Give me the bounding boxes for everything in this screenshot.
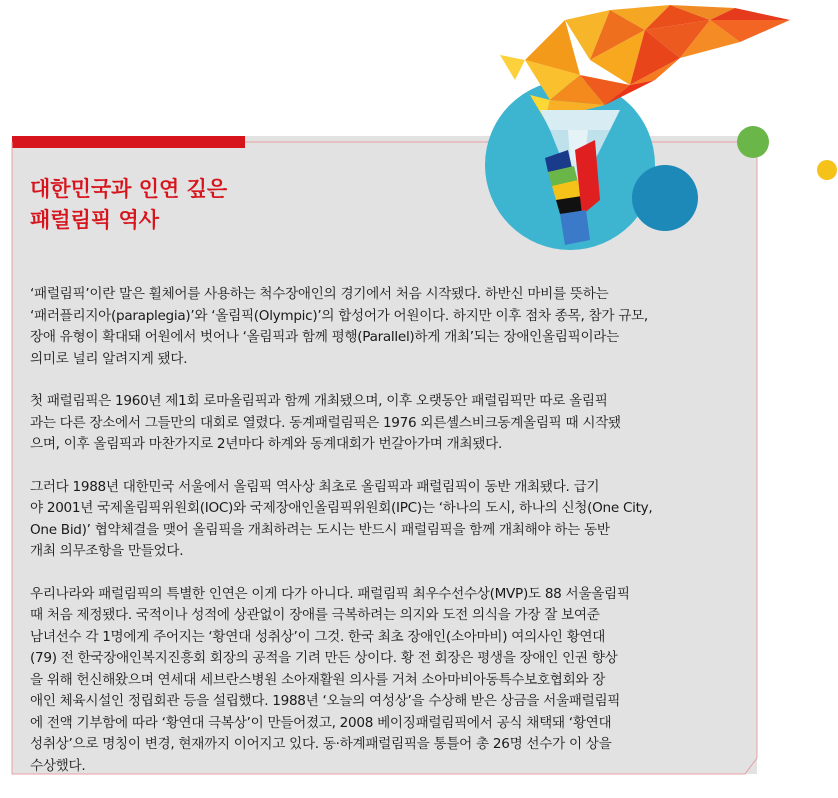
dark-blue-circle [632, 165, 698, 231]
text-line: (79) 전 한국장애인복지진흥회 회장의 공적을 기려 만든 상이다. 황 전 회장은 평생을 장애인 인권 향상 [30, 650, 618, 666]
text-line: 과는 다른 장소에서 그들만의 대회로 열렸다. 동계패럴림픽은 1976 외른셸스비크동계올림픽 때 시작됐 [30, 414, 621, 431]
paragraph-4 [30, 584, 750, 778]
text-line: 야 2001년 국제올림픽위원회(IOC)와 국제장애인올림픽위원회(IPC)는 ‘하나의 도시, 하나의 신청(One City, [30, 500, 653, 516]
torch-icon [470, 0, 838, 250]
text-line: 애인 체육시설인 정립회관 등을 설립했다. 1988년 ‘오늘의 여성상’을 수상해 받은 상금을 서울패럴림픽 [30, 693, 621, 709]
text-line: 장애 유형이 확대돼 어원에서 벗어나 ‘올림픽과 함께 평행(Parallel)하게 개최’되는 장애인올림픽이라는 [30, 329, 619, 345]
text-line: ‘패럴림픽’이란 말은 휠체어를 사용하는 척수장애인의 경기에서 처음 시작됐다. 하반신 마비를 뜻하는 [30, 286, 609, 302]
text-line: 남녀선수 각 1명에게 주어지는 ‘황연대 성취상’이 그것. 한국 최초 장애인(소아마비) 여의사인 황연대 [30, 628, 606, 645]
paragraph-1 [30, 284, 750, 370]
text-line: One Bid)’ 협약체결을 맺어 올림픽을 개최하려는 도시는 반드시 패럴림픽을 함께 개최해야 하는 동반 [30, 521, 610, 538]
text-line: 에 전액 기부함에 따라 ‘황연대 극복상’이 만들어졌고, 2008 베이징패럴림픽에서 공식 채택돼 ‘황연대 [30, 714, 612, 731]
paragraph-3 [30, 477, 750, 563]
page-title [30, 174, 227, 236]
text-line: 때 처음 제정됐다. 국적이나 성적에 상관없이 장애를 극복하려는 의지와 도전 의식을 가장 잘 보여준 [30, 607, 600, 623]
text-line: 우리나라와 패럴림픽의 특별한 인연은 이게 다가 아니다. 패럴림픽 최우수선수상(MVP)도 88 서울올림픽 [30, 585, 630, 602]
flame-icon [500, 5, 790, 120]
paragraph-2 [30, 391, 750, 456]
title-line: 패럴림픽 역사 [30, 208, 160, 232]
green-dot [737, 126, 769, 158]
text-line: 수상했다. [30, 757, 86, 774]
title-line: 대한민국과 인연 깊은 [30, 177, 228, 201]
text-line: 성취상’으로 명칭이 변경, 현재까지 이어지고 있다. 동·하계패럴림픽을 통틀어 총 26명 선수가 이 상을 [30, 736, 612, 752]
yellow-dot [817, 160, 837, 180]
text-line: 개최 의무조항을 만들었다. [30, 543, 184, 559]
text-line: 으며, 이후 올림픽과 마찬가지로 2년마다 하계와 동계대회가 번갈아가며 개최됐다. [30, 436, 502, 452]
title-accent-bar [12, 136, 245, 148]
text-line: ‘패러플리지아(paraplegia)’와 ‘올림픽(Olympic)’의 합성어가 어원이다. 하지만 이후 점차 종목, 참가 규모, [30, 307, 648, 324]
text-line: 을 위해 헌신해왔으며 연세대 세브란스병원 소아재활원 의사를 거쳐 소아마비아동특수보호협회와 장 [30, 671, 606, 688]
text-line: 그러다 1988년 대한민국 서울에서 올림픽 역사상 최초로 올림픽과 패럴림픽이 동반 개최됐다. 급기 [30, 478, 600, 495]
text-line: 첫 패럴림픽은 1960년 제1회 로마올림픽과 함께 개최됐으며, 이후 오랫동안 패럴림픽만 따로 올림픽 [30, 393, 608, 409]
article-body [30, 284, 750, 798]
text-line: 의미로 널리 알려지게 됐다. [30, 350, 188, 367]
